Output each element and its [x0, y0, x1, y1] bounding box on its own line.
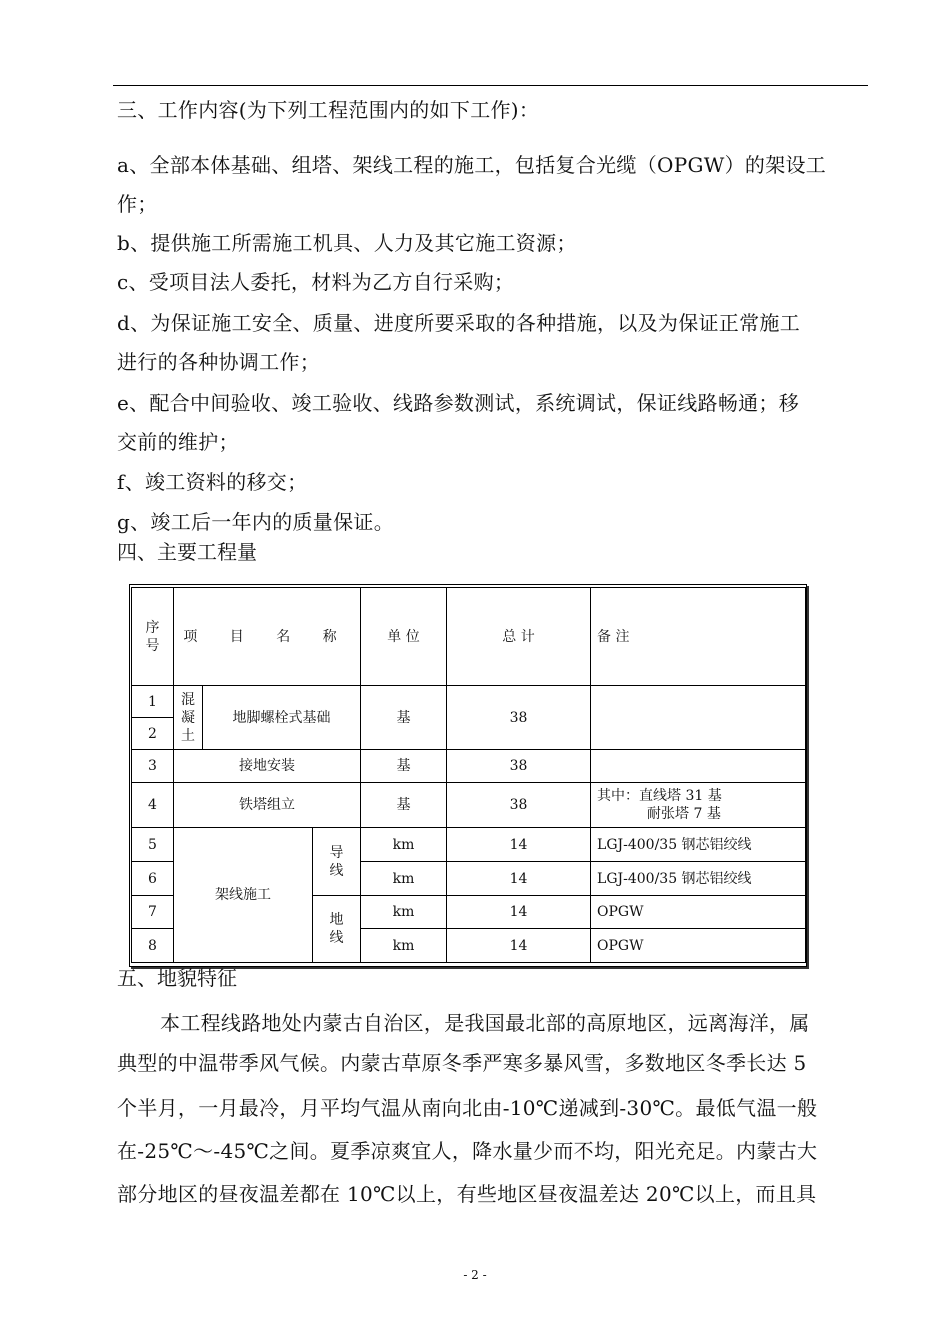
section3-line: b、提供施工所需施工机具、人力及其它施工资源；	[117, 231, 577, 255]
header-seq: 序 号	[132, 588, 174, 686]
stringing-name: 架线施工	[174, 828, 313, 963]
row-total: 38	[447, 783, 591, 828]
row-seq: 5	[132, 828, 174, 862]
section5-line: 个半月，一月最冷，月平均气温从南向北由-10℃递减到-30℃。最低气温一般	[117, 1096, 818, 1120]
section5-line: 典型的中温带季风气候。内蒙古草原冬季严寒多暴风雪，多数地区冬季长达 5	[117, 1051, 807, 1075]
section5-heading: 五、地貌特征	[117, 966, 237, 990]
section3-line: 进行的各种协调工作；	[117, 350, 320, 374]
row-unit: km	[361, 828, 447, 862]
row-name: 铁塔组立	[174, 783, 361, 828]
header-name: 项 目 名 称	[174, 588, 361, 686]
table-row	[132, 750, 806, 783]
header-rule	[113, 85, 868, 86]
row-seq: 6	[132, 862, 174, 896]
row-note: LGJ-400/35 钢芯铝绞线	[591, 862, 806, 896]
row-seq: 2	[132, 718, 174, 750]
section5-line: 部分地区的昼夜温差都在 10℃以上，有些地区昼夜温差达 20℃以上，而且具	[117, 1182, 817, 1206]
section3-line: 作；	[117, 192, 158, 216]
header-note: 备 注	[591, 588, 806, 686]
row-note: 其中：直线塔 31 基 耐张塔 7 基	[591, 783, 806, 828]
row-unit: km	[361, 929, 447, 963]
section3-line: a、全部本体基础、组塔、架线工程的施工，包括复合光缆（OPGW）的架设工	[117, 153, 827, 177]
row-unit: 基	[361, 783, 447, 828]
header-unit: 单 位	[361, 588, 447, 686]
table-row	[132, 686, 806, 718]
row-unit: 基	[361, 750, 447, 783]
row-total: 14	[447, 828, 591, 862]
row-unit: km	[361, 862, 447, 896]
foundation-group: 混 凝 土	[174, 686, 203, 750]
section5-line: 本工程线路地处内蒙古自治区，是我国最北部的高原地区，远离海洋，属	[160, 1011, 810, 1035]
section4-heading: 四、主要工程量	[117, 540, 257, 564]
section3-line: e、配合中间验收、竣工验收、线路参数测试，系统调试，保证线路畅通；移	[117, 391, 800, 415]
row-unit: km	[361, 896, 447, 929]
section3-line: g、竣工后一年内的质量保证。	[117, 510, 395, 534]
section3-line: d、为保证施工安全、质量、进度所要采取的各种措施，以及为保证正常施工	[117, 311, 801, 335]
row-seq: 8	[132, 929, 174, 963]
ground-wire-label: 地 线	[313, 896, 361, 963]
quantities-table	[131, 587, 806, 963]
header-total: 总 计	[447, 588, 591, 686]
page-number: - 2 -	[463, 1268, 487, 1282]
row-total: 14	[447, 862, 591, 896]
row-total: 14	[447, 896, 591, 929]
conductor-label: 导 线	[313, 828, 361, 896]
row-note: LGJ-400/35 钢芯铝绞线	[591, 828, 806, 862]
section3-line: c、受项目法人委托，材料为乙方自行采购；	[117, 270, 515, 294]
row-seq: 1	[132, 686, 174, 718]
row-total: 14	[447, 929, 591, 963]
row-seq: 4	[132, 783, 174, 828]
foundation-total: 38	[447, 686, 591, 750]
section3-line: 交前的维护；	[117, 430, 239, 454]
foundation-unit: 基	[361, 686, 447, 750]
foundation-note	[591, 686, 806, 750]
row-note	[591, 750, 806, 783]
table-row	[132, 783, 806, 828]
row-seq: 7	[132, 896, 174, 929]
section5-line: 在-25℃～-45℃之间。夏季凉爽宜人，降水量少而不均，阳光充足。内蒙古大	[117, 1139, 818, 1163]
foundation-name: 地脚螺栓式基础	[203, 686, 361, 750]
row-total: 38	[447, 750, 591, 783]
row-note: OPGW	[591, 929, 806, 963]
section3-line: f、竣工资料的移交；	[117, 470, 308, 494]
row-seq: 3	[132, 750, 174, 783]
table-row	[132, 828, 806, 862]
table-header-row	[132, 588, 806, 686]
row-name: 接地安装	[174, 750, 361, 783]
row-note: OPGW	[591, 896, 806, 929]
section3-heading: 三、工作内容(为下列工程范围内的如下工作)：	[117, 98, 540, 122]
